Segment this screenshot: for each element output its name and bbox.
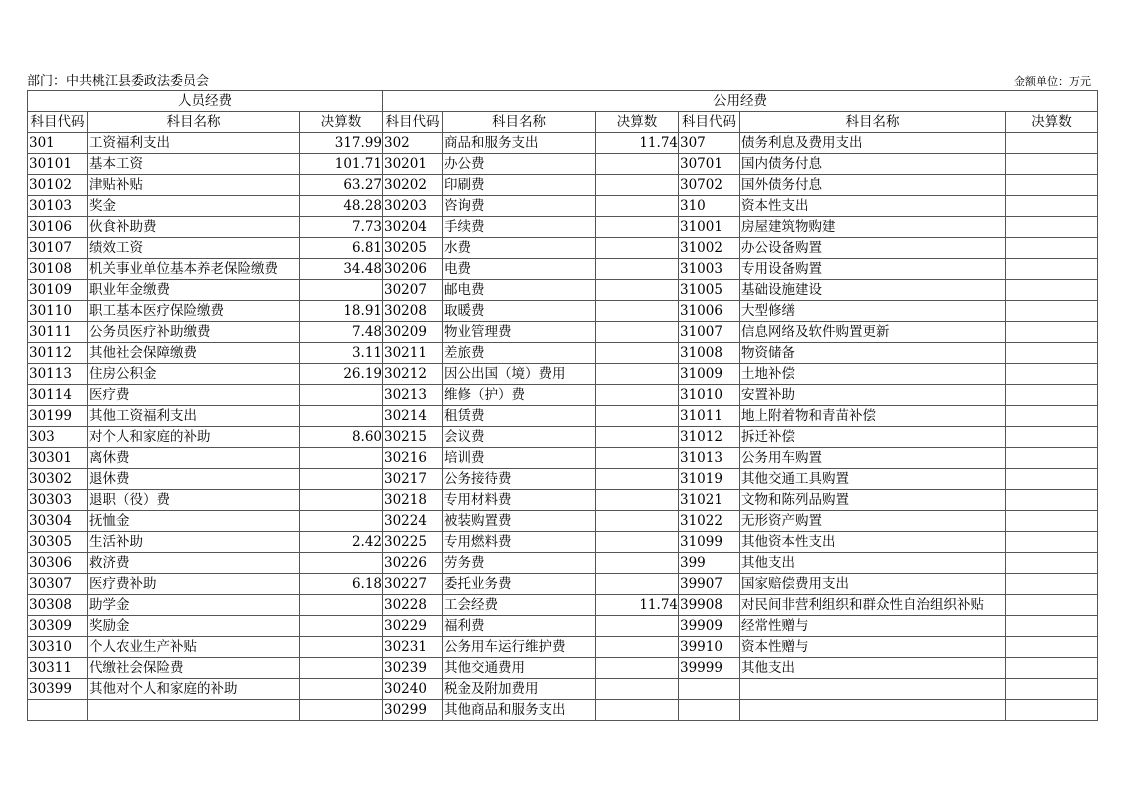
table-row bbox=[28, 238, 1098, 259]
personnel-code-cell: 30308 bbox=[28, 595, 88, 616]
col-header-name: 科目名称 bbox=[740, 112, 1006, 133]
capital-name-cell: 国内债务付息 bbox=[740, 154, 1006, 175]
public-name-cell: 水费 bbox=[443, 238, 596, 259]
personnel-name-cell: 津贴补贴 bbox=[88, 175, 300, 196]
capital-code-cell: 39910 bbox=[679, 637, 740, 658]
capital-code-cell: 30702 bbox=[679, 175, 740, 196]
personnel-code-cell: 30311 bbox=[28, 658, 88, 679]
table-row bbox=[28, 616, 1098, 637]
personnel-amount-cell: 8.60 bbox=[300, 427, 383, 448]
personnel-code-cell: 30399 bbox=[28, 679, 88, 700]
public-name-cell: 公务用车运行维护费 bbox=[443, 637, 596, 658]
public-code-cell: 30224 bbox=[383, 511, 443, 532]
personnel-amount-cell: 7.73 bbox=[300, 217, 383, 238]
public-amount-cell bbox=[596, 616, 679, 637]
capital-amount-cell bbox=[1006, 448, 1098, 469]
capital-name-cell: 物资储备 bbox=[740, 343, 1006, 364]
public-code-cell: 30299 bbox=[383, 700, 443, 721]
personnel-name-cell: 助学金 bbox=[88, 595, 300, 616]
public-amount-cell bbox=[596, 511, 679, 532]
personnel-name-cell: 退职（役）费 bbox=[88, 490, 300, 511]
public-code-cell: 30208 bbox=[383, 301, 443, 322]
public-name-cell: 会议费 bbox=[443, 427, 596, 448]
capital-amount-cell bbox=[1006, 574, 1098, 595]
capital-amount-cell bbox=[1006, 280, 1098, 301]
personnel-amount-cell bbox=[300, 469, 383, 490]
col-header-code: 科目代码 bbox=[679, 112, 740, 133]
personnel-code-cell: 30304 bbox=[28, 511, 88, 532]
public-code-cell: 30215 bbox=[383, 427, 443, 448]
personnel-name-cell: 个人农业生产补贴 bbox=[88, 637, 300, 658]
public-code-cell: 30240 bbox=[383, 679, 443, 700]
capital-amount-cell bbox=[1006, 595, 1098, 616]
personnel-name-cell: 离休费 bbox=[88, 448, 300, 469]
personnel-amount-cell: 317.99 bbox=[300, 133, 383, 154]
personnel-code-cell: 30303 bbox=[28, 490, 88, 511]
table-row bbox=[28, 280, 1098, 301]
personnel-amount-cell: 7.48 bbox=[300, 322, 383, 343]
public-code-cell: 30213 bbox=[383, 385, 443, 406]
capital-code-cell: 39909 bbox=[679, 616, 740, 637]
public-amount-cell: 11.74 bbox=[596, 133, 679, 154]
public-code-cell: 30239 bbox=[383, 658, 443, 679]
public-name-cell: 福利费 bbox=[443, 616, 596, 637]
public-name-cell: 劳务费 bbox=[443, 553, 596, 574]
capital-amount-cell bbox=[1006, 259, 1098, 280]
personnel-amount-cell bbox=[300, 490, 383, 511]
capital-amount-cell bbox=[1006, 154, 1098, 175]
capital-amount-cell bbox=[1006, 406, 1098, 427]
capital-amount-cell bbox=[1006, 553, 1098, 574]
capital-amount-cell bbox=[1006, 637, 1098, 658]
capital-code-cell: 31006 bbox=[679, 301, 740, 322]
capital-amount-cell bbox=[1006, 490, 1098, 511]
personnel-name-cell: 职业年金缴费 bbox=[88, 280, 300, 301]
public-code-cell: 302 bbox=[383, 133, 443, 154]
public-amount-cell bbox=[596, 406, 679, 427]
capital-code-cell: 310 bbox=[679, 196, 740, 217]
public-code-cell: 30212 bbox=[383, 364, 443, 385]
personnel-code-cell: 30108 bbox=[28, 259, 88, 280]
public-amount-cell bbox=[596, 532, 679, 553]
personnel-amount-cell bbox=[300, 553, 383, 574]
capital-code-cell: 39907 bbox=[679, 574, 740, 595]
personnel-name-cell: 救济费 bbox=[88, 553, 300, 574]
capital-code-cell: 31021 bbox=[679, 490, 740, 511]
public-code-cell: 30231 bbox=[383, 637, 443, 658]
capital-code-cell: 30701 bbox=[679, 154, 740, 175]
personnel-code-cell: 30309 bbox=[28, 616, 88, 637]
table-row bbox=[28, 322, 1098, 343]
public-amount-cell bbox=[596, 364, 679, 385]
personnel-code-cell: 30113 bbox=[28, 364, 88, 385]
public-amount-cell bbox=[596, 490, 679, 511]
personnel-name-cell: 医疗费补助 bbox=[88, 574, 300, 595]
public-amount-cell bbox=[596, 448, 679, 469]
public-name-cell: 其他交通费用 bbox=[443, 658, 596, 679]
table-row bbox=[28, 658, 1098, 679]
public-amount-cell bbox=[596, 196, 679, 217]
table-row bbox=[28, 196, 1098, 217]
personnel-amount-cell: 63.27 bbox=[300, 175, 383, 196]
table-row bbox=[28, 364, 1098, 385]
public-name-cell: 其他商品和服务支出 bbox=[443, 700, 596, 721]
public-name-cell: 手续费 bbox=[443, 217, 596, 238]
report-header bbox=[27, 74, 1097, 90]
public-code-cell: 30228 bbox=[383, 595, 443, 616]
capital-code-cell: 31009 bbox=[679, 364, 740, 385]
personnel-code-cell: 30107 bbox=[28, 238, 88, 259]
personnel-code-cell: 303 bbox=[28, 427, 88, 448]
personnel-code-cell: 30199 bbox=[28, 406, 88, 427]
personnel-code-cell: 30310 bbox=[28, 637, 88, 658]
capital-name-cell bbox=[740, 679, 1006, 700]
public-code-cell: 30211 bbox=[383, 343, 443, 364]
capital-name-cell: 资本性支出 bbox=[740, 196, 1006, 217]
capital-name-cell: 经常性赠与 bbox=[740, 616, 1006, 637]
public-name-cell: 工会经费 bbox=[443, 595, 596, 616]
capital-name-cell: 其他支出 bbox=[740, 553, 1006, 574]
personnel-name-cell: 其他工资福利支出 bbox=[88, 406, 300, 427]
public-name-cell: 物业管理费 bbox=[443, 322, 596, 343]
public-amount-cell bbox=[596, 427, 679, 448]
personnel-name-cell: 其他社会保障缴费 bbox=[88, 343, 300, 364]
personnel-name-cell: 其他对个人和家庭的补助 bbox=[88, 679, 300, 700]
public-code-cell: 30226 bbox=[383, 553, 443, 574]
capital-code-cell: 31099 bbox=[679, 532, 740, 553]
personnel-amount-cell: 101.71 bbox=[300, 154, 383, 175]
personnel-amount-cell: 6.18 bbox=[300, 574, 383, 595]
capital-amount-cell bbox=[1006, 700, 1098, 721]
personnel-name-cell: 对个人和家庭的补助 bbox=[88, 427, 300, 448]
capital-code-cell: 31007 bbox=[679, 322, 740, 343]
col-header-name: 科目名称 bbox=[443, 112, 596, 133]
public-amount-cell bbox=[596, 574, 679, 595]
personnel-name-cell: 医疗费 bbox=[88, 385, 300, 406]
capital-amount-cell bbox=[1006, 679, 1098, 700]
group-header-row bbox=[28, 91, 1098, 112]
table-row bbox=[28, 469, 1098, 490]
capital-amount-cell bbox=[1006, 364, 1098, 385]
capital-name-cell: 国外债务付息 bbox=[740, 175, 1006, 196]
table-row bbox=[28, 679, 1098, 700]
personnel-code-cell: 30307 bbox=[28, 574, 88, 595]
personnel-amount-cell bbox=[300, 658, 383, 679]
capital-amount-cell bbox=[1006, 196, 1098, 217]
public-name-cell: 被装购置费 bbox=[443, 511, 596, 532]
public-name-cell: 差旅费 bbox=[443, 343, 596, 364]
personnel-name-cell: 奖励金 bbox=[88, 616, 300, 637]
capital-amount-cell bbox=[1006, 658, 1098, 679]
personnel-amount-cell bbox=[300, 700, 383, 721]
personnel-name-cell: 伙食补助费 bbox=[88, 217, 300, 238]
capital-name-cell: 专用设备购置 bbox=[740, 259, 1006, 280]
personnel-name-cell: 抚恤金 bbox=[88, 511, 300, 532]
capital-name-cell: 资本性赠与 bbox=[740, 637, 1006, 658]
column-header-row bbox=[28, 112, 1098, 133]
department-label: 部门：中共桃江县委政法委员会 bbox=[27, 74, 210, 89]
capital-name-cell: 对民间非营利组织和群众性自治组织补贴 bbox=[740, 595, 1006, 616]
capital-code-cell: 31022 bbox=[679, 511, 740, 532]
public-name-cell: 委托业务费 bbox=[443, 574, 596, 595]
public-name-cell: 专用材料费 bbox=[443, 490, 596, 511]
personnel-name-cell: 生活补助 bbox=[88, 532, 300, 553]
table-body bbox=[28, 91, 1098, 721]
personnel-amount-cell: 6.81 bbox=[300, 238, 383, 259]
public-name-cell: 办公费 bbox=[443, 154, 596, 175]
personnel-name-cell: 住房公积金 bbox=[88, 364, 300, 385]
capital-code-cell: 31003 bbox=[679, 259, 740, 280]
table-row bbox=[28, 637, 1098, 658]
group-public-header: 公用经费 bbox=[383, 91, 1098, 112]
table-row bbox=[28, 532, 1098, 553]
personnel-name-cell: 代缴社会保险费 bbox=[88, 658, 300, 679]
capital-name-cell: 大型修缮 bbox=[740, 301, 1006, 322]
table-row bbox=[28, 448, 1098, 469]
capital-code-cell bbox=[679, 700, 740, 721]
capital-name-cell: 地上附着物和青苗补偿 bbox=[740, 406, 1006, 427]
capital-amount-cell bbox=[1006, 175, 1098, 196]
capital-name-cell: 其他资本性支出 bbox=[740, 532, 1006, 553]
personnel-name-cell: 职工基本医疗保险缴费 bbox=[88, 301, 300, 322]
personnel-name-cell: 奖金 bbox=[88, 196, 300, 217]
table-row bbox=[28, 385, 1098, 406]
public-amount-cell bbox=[596, 469, 679, 490]
capital-name-cell: 安置补助 bbox=[740, 385, 1006, 406]
personnel-code-cell: 30114 bbox=[28, 385, 88, 406]
personnel-name-cell bbox=[88, 700, 300, 721]
col-header-amount: 决算数 bbox=[596, 112, 679, 133]
capital-name-cell: 基础设施建设 bbox=[740, 280, 1006, 301]
personnel-amount-cell: 3.11 bbox=[300, 343, 383, 364]
table-row bbox=[28, 574, 1098, 595]
public-amount-cell: 11.74 bbox=[596, 595, 679, 616]
capital-name-cell: 债务利息及费用支出 bbox=[740, 133, 1006, 154]
table-row bbox=[28, 217, 1098, 238]
capital-code-cell: 31019 bbox=[679, 469, 740, 490]
capital-name-cell: 办公设备购置 bbox=[740, 238, 1006, 259]
table-row bbox=[28, 511, 1098, 532]
capital-amount-cell bbox=[1006, 532, 1098, 553]
public-amount-cell bbox=[596, 280, 679, 301]
public-code-cell: 30218 bbox=[383, 490, 443, 511]
public-code-cell: 30202 bbox=[383, 175, 443, 196]
public-amount-cell bbox=[596, 343, 679, 364]
capital-amount-cell bbox=[1006, 133, 1098, 154]
capital-amount-cell bbox=[1006, 217, 1098, 238]
table-row bbox=[28, 343, 1098, 364]
public-code-cell: 30227 bbox=[383, 574, 443, 595]
personnel-name-cell: 公务员医疗补助缴费 bbox=[88, 322, 300, 343]
personnel-code-cell: 30112 bbox=[28, 343, 88, 364]
capital-name-cell: 文物和陈列品购置 bbox=[740, 490, 1006, 511]
public-code-cell: 30209 bbox=[383, 322, 443, 343]
personnel-code-cell: 30302 bbox=[28, 469, 88, 490]
capital-name-cell: 土地补偿 bbox=[740, 364, 1006, 385]
public-amount-cell bbox=[596, 700, 679, 721]
public-name-cell: 培训费 bbox=[443, 448, 596, 469]
personnel-amount-cell bbox=[300, 406, 383, 427]
public-amount-cell bbox=[596, 637, 679, 658]
public-name-cell: 电费 bbox=[443, 259, 596, 280]
capital-amount-cell bbox=[1006, 511, 1098, 532]
personnel-code-cell: 30106 bbox=[28, 217, 88, 238]
public-name-cell: 印刷费 bbox=[443, 175, 596, 196]
capital-amount-cell bbox=[1006, 385, 1098, 406]
expenditure-table bbox=[27, 90, 1098, 721]
public-code-cell: 30229 bbox=[383, 616, 443, 637]
table-row bbox=[28, 553, 1098, 574]
personnel-name-cell: 绩效工资 bbox=[88, 238, 300, 259]
public-name-cell: 税金及附加费用 bbox=[443, 679, 596, 700]
public-code-cell: 30225 bbox=[383, 532, 443, 553]
col-header-name: 科目名称 bbox=[88, 112, 300, 133]
capital-amount-cell bbox=[1006, 301, 1098, 322]
public-name-cell: 专用燃料费 bbox=[443, 532, 596, 553]
table-row bbox=[28, 490, 1098, 511]
public-amount-cell bbox=[596, 301, 679, 322]
capital-code-cell: 39908 bbox=[679, 595, 740, 616]
capital-code-cell: 31008 bbox=[679, 343, 740, 364]
capital-name-cell: 信息网络及软件购置更新 bbox=[740, 322, 1006, 343]
personnel-amount-cell: 18.91 bbox=[300, 301, 383, 322]
personnel-code-cell bbox=[28, 700, 88, 721]
public-amount-cell bbox=[596, 154, 679, 175]
personnel-amount-cell bbox=[300, 280, 383, 301]
col-header-amount: 决算数 bbox=[300, 112, 383, 133]
public-code-cell: 30205 bbox=[383, 238, 443, 259]
public-amount-cell bbox=[596, 385, 679, 406]
table-row bbox=[28, 133, 1098, 154]
personnel-name-cell: 退休费 bbox=[88, 469, 300, 490]
public-amount-cell bbox=[596, 658, 679, 679]
capital-code-cell: 31005 bbox=[679, 280, 740, 301]
personnel-amount-cell: 34.48 bbox=[300, 259, 383, 280]
public-amount-cell bbox=[596, 259, 679, 280]
personnel-code-cell: 30101 bbox=[28, 154, 88, 175]
public-name-cell: 咨询费 bbox=[443, 196, 596, 217]
personnel-amount-cell bbox=[300, 616, 383, 637]
personnel-code-cell: 30306 bbox=[28, 553, 88, 574]
personnel-amount-cell bbox=[300, 679, 383, 700]
capital-name-cell: 公务用车购置 bbox=[740, 448, 1006, 469]
personnel-code-cell: 30103 bbox=[28, 196, 88, 217]
personnel-amount-cell bbox=[300, 595, 383, 616]
personnel-code-cell: 30301 bbox=[28, 448, 88, 469]
public-code-cell: 30214 bbox=[383, 406, 443, 427]
capital-name-cell: 拆迁补偿 bbox=[740, 427, 1006, 448]
personnel-code-cell: 301 bbox=[28, 133, 88, 154]
public-name-cell: 商品和服务支出 bbox=[443, 133, 596, 154]
col-header-amount: 决算数 bbox=[1006, 112, 1098, 133]
capital-code-cell: 31002 bbox=[679, 238, 740, 259]
capital-amount-cell bbox=[1006, 343, 1098, 364]
public-name-cell: 邮电费 bbox=[443, 280, 596, 301]
public-amount-cell bbox=[596, 175, 679, 196]
public-amount-cell bbox=[596, 322, 679, 343]
amount-unit-label: 金额单位：万元 bbox=[1014, 75, 1091, 88]
capital-name-cell: 其他支出 bbox=[740, 658, 1006, 679]
capital-name-cell: 国家赔偿费用支出 bbox=[740, 574, 1006, 595]
public-name-cell: 因公出国（境）费用 bbox=[443, 364, 596, 385]
public-code-cell: 30206 bbox=[383, 259, 443, 280]
public-amount-cell bbox=[596, 553, 679, 574]
capital-amount-cell bbox=[1006, 322, 1098, 343]
public-amount-cell bbox=[596, 217, 679, 238]
capital-code-cell: 399 bbox=[679, 553, 740, 574]
public-code-cell: 30204 bbox=[383, 217, 443, 238]
table-row bbox=[28, 259, 1098, 280]
personnel-code-cell: 30110 bbox=[28, 301, 88, 322]
personnel-amount-cell bbox=[300, 637, 383, 658]
personnel-code-cell: 30109 bbox=[28, 280, 88, 301]
personnel-amount-cell: 2.42 bbox=[300, 532, 383, 553]
personnel-code-cell: 30305 bbox=[28, 532, 88, 553]
table-row bbox=[28, 175, 1098, 196]
capital-amount-cell bbox=[1006, 616, 1098, 637]
public-name-cell: 维修（护）费 bbox=[443, 385, 596, 406]
personnel-amount-cell bbox=[300, 385, 383, 406]
capital-name-cell: 房屋建筑物购建 bbox=[740, 217, 1006, 238]
public-name-cell: 租赁费 bbox=[443, 406, 596, 427]
capital-code-cell: 31012 bbox=[679, 427, 740, 448]
table-row bbox=[28, 595, 1098, 616]
personnel-name-cell: 工资福利支出 bbox=[88, 133, 300, 154]
table-row bbox=[28, 700, 1098, 721]
personnel-amount-cell: 48.28 bbox=[300, 196, 383, 217]
capital-amount-cell bbox=[1006, 427, 1098, 448]
capital-code-cell: 31010 bbox=[679, 385, 740, 406]
capital-code-cell: 307 bbox=[679, 133, 740, 154]
personnel-amount-cell bbox=[300, 511, 383, 532]
capital-amount-cell bbox=[1006, 469, 1098, 490]
capital-code-cell: 31001 bbox=[679, 217, 740, 238]
table-row bbox=[28, 406, 1098, 427]
capital-name-cell: 无形资产购置 bbox=[740, 511, 1006, 532]
personnel-code-cell: 30111 bbox=[28, 322, 88, 343]
public-name-cell: 取暖费 bbox=[443, 301, 596, 322]
capital-name-cell bbox=[740, 700, 1006, 721]
public-code-cell: 30201 bbox=[383, 154, 443, 175]
personnel-amount-cell: 26.19 bbox=[300, 364, 383, 385]
personnel-amount-cell bbox=[300, 448, 383, 469]
col-header-code: 科目代码 bbox=[28, 112, 88, 133]
public-code-cell: 30216 bbox=[383, 448, 443, 469]
public-amount-cell bbox=[596, 679, 679, 700]
public-code-cell: 30217 bbox=[383, 469, 443, 490]
col-header-code: 科目代码 bbox=[383, 112, 443, 133]
public-name-cell: 公务接待费 bbox=[443, 469, 596, 490]
capital-code-cell: 39999 bbox=[679, 658, 740, 679]
public-code-cell: 30203 bbox=[383, 196, 443, 217]
table-row bbox=[28, 154, 1098, 175]
personnel-name-cell: 基本工资 bbox=[88, 154, 300, 175]
capital-code-cell: 31011 bbox=[679, 406, 740, 427]
capital-code-cell: 31013 bbox=[679, 448, 740, 469]
capital-amount-cell bbox=[1006, 238, 1098, 259]
public-amount-cell bbox=[596, 238, 679, 259]
capital-code-cell bbox=[679, 679, 740, 700]
table-row bbox=[28, 301, 1098, 322]
public-code-cell: 30207 bbox=[383, 280, 443, 301]
personnel-name-cell: 机关事业单位基本养老保险缴费 bbox=[88, 259, 300, 280]
personnel-code-cell: 30102 bbox=[28, 175, 88, 196]
capital-name-cell: 其他交通工具购置 bbox=[740, 469, 1006, 490]
table-row bbox=[28, 427, 1098, 448]
group-personnel-header: 人员经费 bbox=[28, 91, 383, 112]
